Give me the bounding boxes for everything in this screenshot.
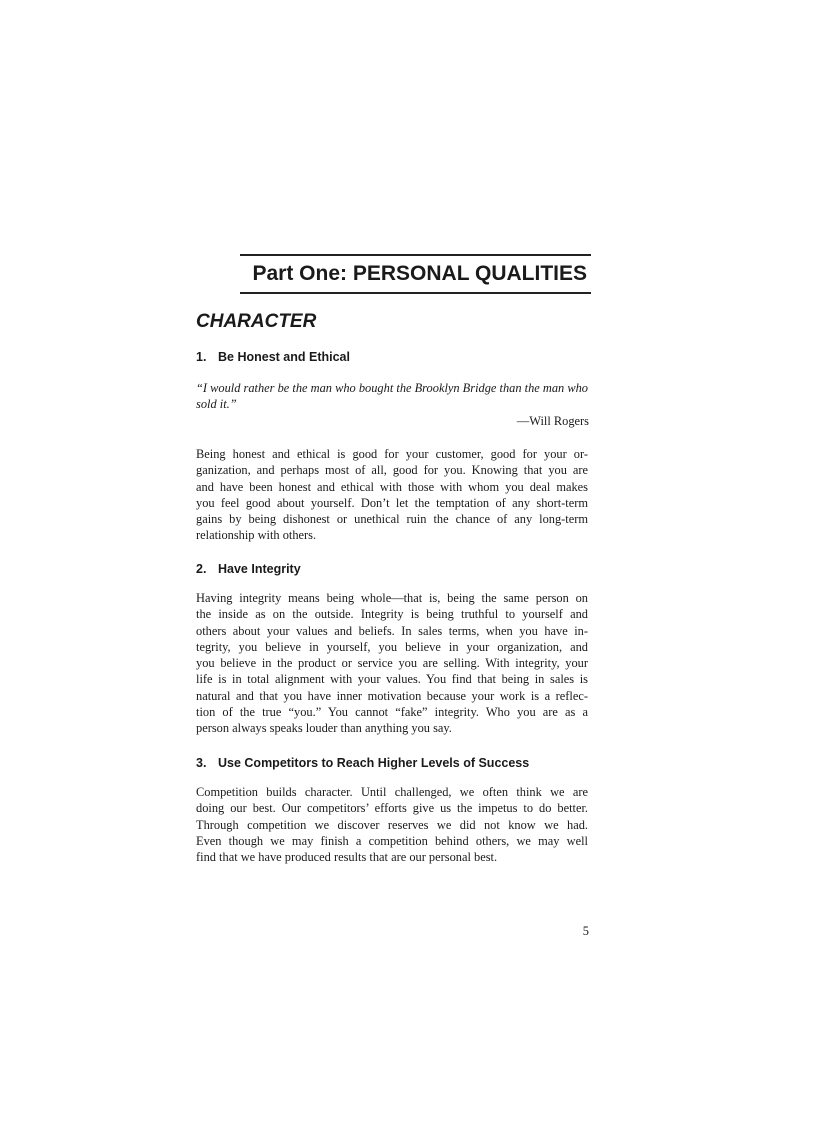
body-line: you believe in the product or service you are selling. With integrity, your [196, 656, 588, 671]
body-line: Even though we may finish a competition behind others, we may well [196, 833, 588, 848]
body-line: person always speaks louder than anything you say. [196, 721, 452, 736]
body-line: and have been honest and ethical with those with whom you deal makes [196, 479, 588, 494]
body-line: doing our best. Our competitors’ efforts give us the impetus to do better. [196, 801, 588, 816]
section-title: Have Integrity [218, 562, 301, 576]
section-number: 1. [196, 350, 207, 364]
section-number: 3. [196, 756, 207, 770]
section-heading-3 [196, 755, 529, 771]
body-line: others about your values and beliefs. In sales terms, when you have in- [196, 623, 588, 638]
body-line: the inside as on the outside. Integrity is being truthful to yourself and [196, 607, 588, 622]
part-title: Part One: PERSONAL QUALITIES [252, 262, 587, 285]
body-line: tion of the true “you.” You cannot “fake” integrity. Who you are as a [196, 705, 588, 720]
section-number: 2. [196, 562, 207, 576]
body-line: find that we have produced results that are our personal best. [196, 850, 498, 865]
part-header [240, 254, 591, 294]
section-heading-2 [196, 561, 301, 577]
epigraph-quote: “I would rather be the man who bought the Brooklyn Bridge than the man who sold it.” [196, 381, 588, 412]
body-line: Through competition we discover reserves we did not know we had. [196, 817, 588, 832]
section-3-body [196, 784, 588, 865]
body-line: you feel good about yourself. Don’t let the temptation of any short-term [196, 495, 588, 510]
body-line: ganization, and perhaps most of all, good for you. Knowing that you are [196, 463, 588, 478]
body-line: gains by being dishonest or unethical ruin the chance of any long-term [196, 512, 588, 527]
section-heading-1 [196, 349, 350, 365]
section-2-body [196, 590, 588, 737]
epigraph-attribution: —Will Rogers [516, 414, 589, 428]
chapter-title: CHARACTER [196, 311, 317, 332]
body-line: Being honest and ethical is good for your customer, good for your or- [196, 447, 588, 461]
body-line: Competition builds character. Until challenged, we often think we are [196, 785, 588, 799]
section-title: Use Competitors to Reach Higher Levels of Success [218, 756, 530, 770]
section-1-body [196, 446, 588, 544]
body-line: Having integrity means being whole—that is, being the same person on [196, 591, 588, 605]
page-number: 5 [582, 924, 589, 938]
body-line: tegrity, you believe in yourself, you believe in your organization, and [196, 639, 588, 654]
body-line: life is in total alignment with your values. You find that being in sales is [196, 672, 588, 687]
book-page [196, 0, 591, 1123]
section-title: Be Honest and Ethical [218, 350, 350, 364]
body-line: natural and that you have inner motivation because your work is a reflec- [196, 688, 588, 703]
body-line: relationship with others. [196, 528, 317, 543]
